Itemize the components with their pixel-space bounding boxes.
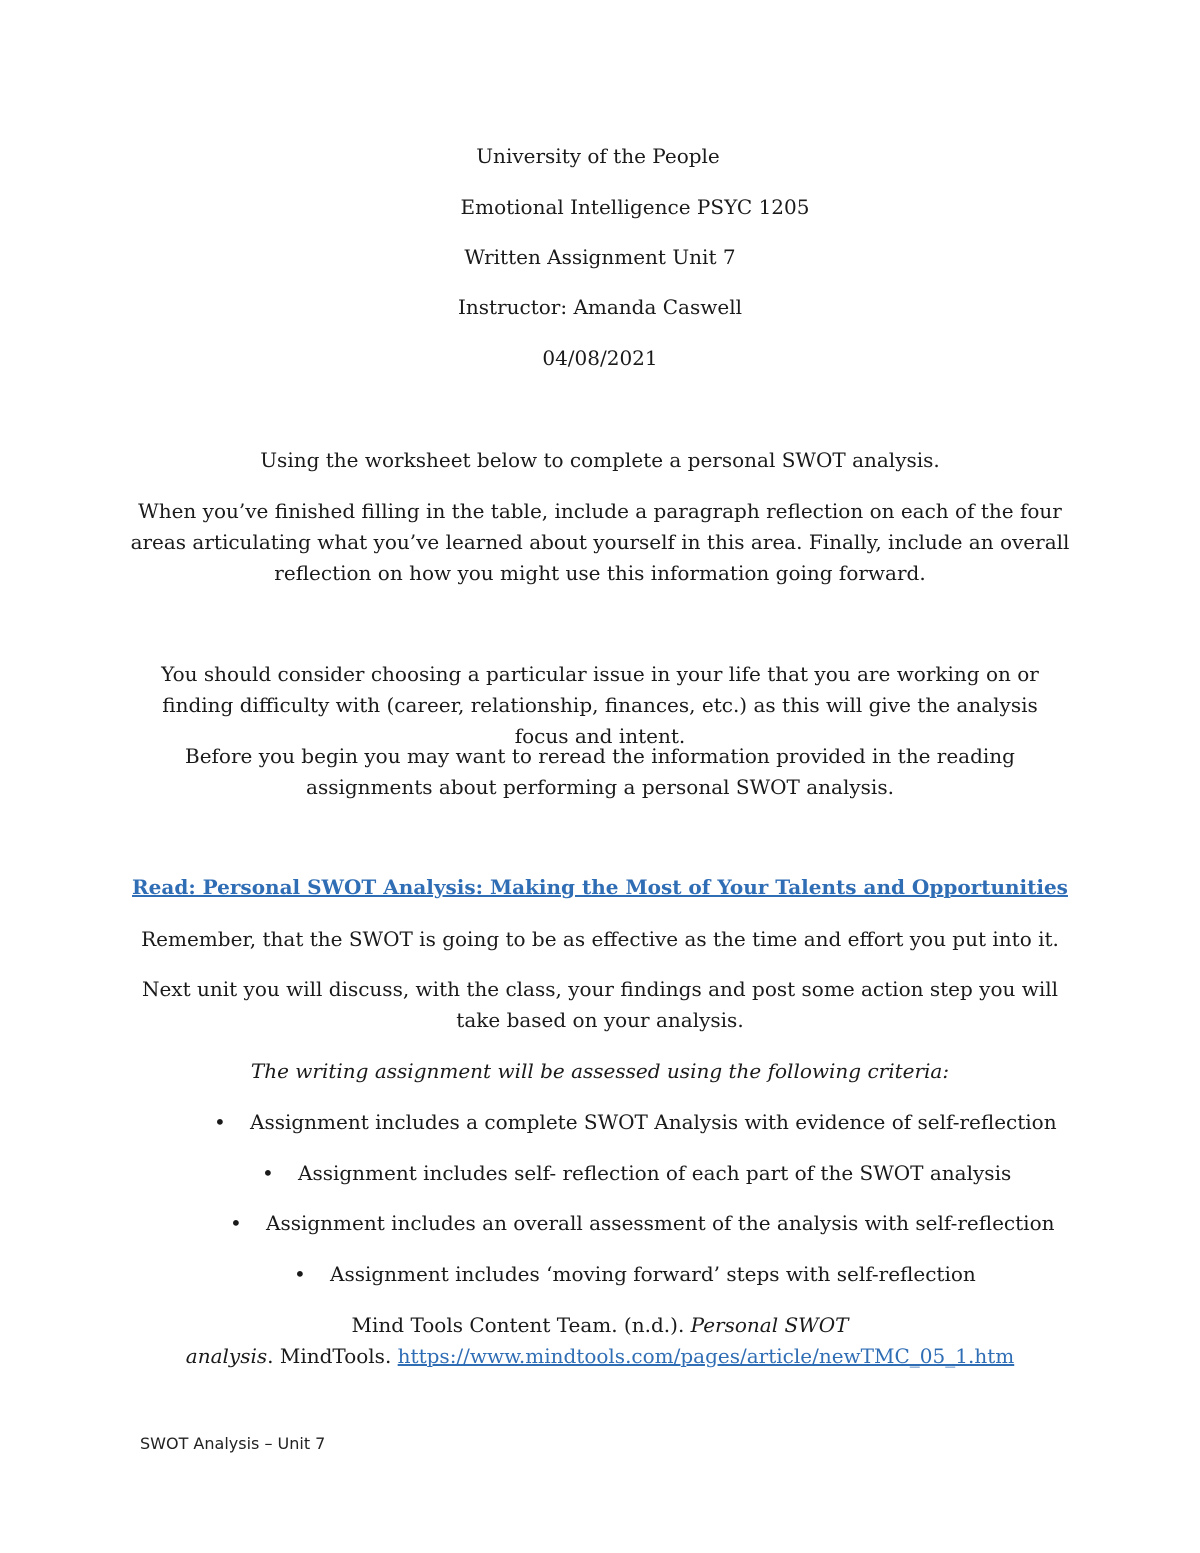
criteria-item [214,1107,1057,1138]
criteria-text: Assignment includes a complete SWOT Analysis with evidence of self-reflection [250,1110,1057,1134]
reference-line-2 [0,1341,1200,1372]
remember-note: Remember, that the SWOT is going to be as effective as the time and effort you put into it. [141,927,1059,951]
criteria-item [294,1259,976,1290]
instruction-paragraph-1: Using the worksheet below to complete a personal SWOT analysis. [260,448,940,472]
reading-link[interactable]: Read: Personal SWOT Analysis: Making the Most of Your Talents and Opportunities [132,875,1068,899]
criteria-item [262,1158,1011,1189]
bullet-icon: • [294,1262,306,1286]
reading-link-line [0,872,1200,903]
instruction-paragraph-2: When you’ve finished filling in the table, include a paragraph reflection on each of the four areas articulating what you’ve learned about yourself in this area. Finally, include an overall reflection on how you might use this information going forward. [130,499,1070,585]
bullet-icon: • [214,1110,226,1134]
criteria-intro: The writing assignment will be assessed using the following criteria: [250,1059,950,1083]
submission-date: 04/08/2021 [542,346,658,370]
reference-period: . [267,1344,274,1368]
reference-publisher: MindTools. [273,1344,398,1368]
criteria-text: Assignment includes ‘moving forward’ steps with self-reflection [330,1262,976,1286]
instructor-name: Instructor: Amanda Caswell [458,295,742,319]
assignment-title: Written Assignment Unit 7 [464,245,736,269]
reference-url-link[interactable]: https://www.mindtools.com/pages/article/newTMC_05_1.htm [397,1344,1015,1368]
reference-title-part2: analysis [185,1344,268,1368]
university-name: University of the People [476,144,720,168]
criteria-text: Assignment includes self- reflection of each part of the SWOT analysis [298,1161,1012,1185]
reference-title-part1: Personal SWOT [690,1313,849,1337]
criteria-item [230,1208,1055,1239]
criteria-text: Assignment includes an overall assessment of the analysis with self-reflection [266,1211,1055,1235]
course-title: Emotional Intelligence PSYC 1205 [460,195,810,219]
next-unit-note: Next unit you will discuss, with the class, your findings and post some action step you will take based on your analysis. [141,977,1059,1032]
instruction-paragraph-4: Before you begin you may want to reread the information provided in the reading assignments about performing a personal SWOT analysis. [185,744,1015,799]
bullet-icon: • [262,1161,274,1185]
page-footer: SWOT Analysis – Unit 7 [140,1434,326,1453]
bullet-icon: • [230,1211,242,1235]
reference-authors: Mind Tools Content Team. (n.d.). [351,1313,691,1337]
reference-line-1 [0,1310,1200,1341]
instruction-paragraph-3: You should consider choosing a particular issue in your life that you are working on or finding difficulty with (career, relationship, finances, etc.) as this will give the analysis focus and intent. [161,662,1039,748]
